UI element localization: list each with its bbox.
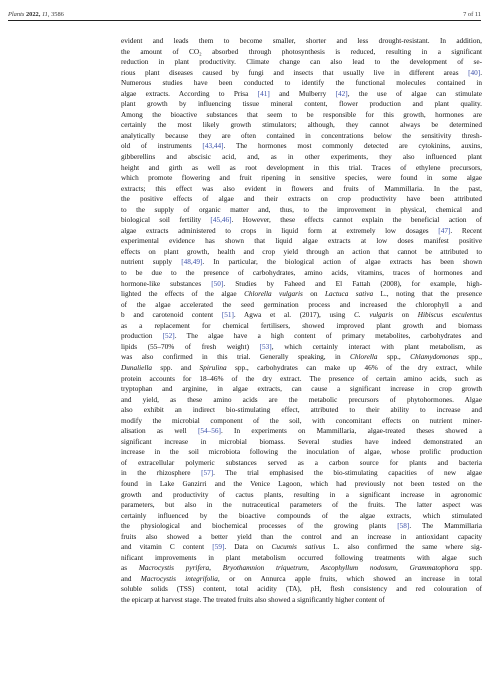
- text-run: and Mulberry: [269, 89, 336, 98]
- text-line: [121, 236, 482, 247]
- text-run: gibberellins and abscisic acid, and, as in other experiments, they also influenced plant: [121, 153, 482, 162]
- text-line: [121, 479, 482, 490]
- text-line: [121, 247, 482, 258]
- text-run: height and girth as well as root development in this trial. Traces of ethylene precursors,: [121, 163, 482, 172]
- text-line: [121, 490, 482, 501]
- text-run: the physiological and biochemical processes of the growing plants: [121, 522, 398, 531]
- text-run: algae extracts administered to crops in liquid form at extremely low dosages: [121, 226, 439, 235]
- text-line: [121, 511, 482, 522]
- species-name: Spirulina: [199, 363, 227, 372]
- text-run: . However, these effects cannot explain the beneficial action of: [231, 216, 482, 225]
- citation-link[interactable]: [58]: [397, 522, 410, 531]
- text-run: tryptophan and arginine, in algae extracts, can cause a significant increase in crop growth: [121, 385, 482, 394]
- text-run: .: [480, 68, 482, 77]
- text-line: [121, 36, 482, 47]
- text-run: Numerous studies have been conducted to identify the functional molecules contained in: [121, 79, 482, 88]
- text-run: the positive effects of algae and their extracts on crop productivity have been attributed: [121, 195, 482, 204]
- text-line: [121, 331, 482, 342]
- text-line: [121, 173, 482, 184]
- species-name: Bryothamnion triquetrum: [222, 564, 308, 573]
- species-name: Dunaliella: [121, 363, 153, 372]
- text-line: [121, 542, 482, 553]
- text-run: as a replacement for chemical fertilisers, showed improved plant growth and biomass: [121, 321, 482, 330]
- text-line: [121, 374, 482, 385]
- journal-citation: [8, 11, 64, 18]
- text-run: hormone-like substances: [121, 279, 212, 288]
- text-run: spp.,: [377, 353, 411, 362]
- text-line: [121, 395, 482, 406]
- text-run: of the algae accelerated the seed germination process and increased the chlorophyll a and: [121, 300, 482, 309]
- text-run: production: [121, 332, 163, 341]
- text-run: . In particular, the biological action of algae extracts has been shown: [202, 258, 482, 267]
- text-run: , the use of algae can stimulate: [347, 89, 482, 98]
- text-run: . Recent: [450, 226, 482, 235]
- species-name: C. vulgaris: [353, 311, 394, 320]
- text-run: ,: [396, 564, 410, 573]
- species-name: Ascophyllum nodosum: [320, 564, 397, 573]
- text-run: lighted the effects of the algae: [121, 290, 245, 299]
- text-line: [121, 120, 482, 131]
- text-line: [121, 352, 482, 363]
- text-run: effects on plant growth, health and crop yield through an action that cannot be attributed to: [121, 247, 482, 256]
- text-line: [121, 110, 482, 121]
- text-line: [121, 563, 482, 574]
- text-run: ,: [209, 564, 223, 573]
- citation-link[interactable]: [57]: [201, 469, 214, 478]
- text-line: [121, 163, 482, 174]
- citation-link[interactable]: [47]: [438, 226, 451, 235]
- text-line: [121, 89, 482, 100]
- text-run: increase in the soil microbiota following the inoculation of algae, whose prolific production: [121, 448, 482, 457]
- text-line: [121, 184, 482, 195]
- text-line: [121, 342, 482, 353]
- text-line: [121, 532, 482, 543]
- citation-link[interactable]: [41]: [257, 89, 270, 98]
- text-line: [121, 500, 482, 511]
- species-name: Chlorella vulgaris: [244, 290, 303, 299]
- species-name: Macrocystis integrifolia: [140, 574, 218, 583]
- citation-link[interactable]: [51]: [221, 311, 234, 320]
- text-run: which promote flowering and fruit ripening in sensitive species, were found in some algae: [121, 174, 482, 183]
- citation-link[interactable]: [40]: [468, 68, 481, 77]
- species-name: Cucumis sativus: [271, 543, 326, 552]
- text-run: to the supply of organic matter and, thus, to the improvement in physical, chemical and: [121, 205, 482, 214]
- text-line: [121, 68, 482, 79]
- text-run: . The Mammillaria: [409, 522, 482, 531]
- text-run: rious plant diseases caused by fungi and insects that usually live in different areas: [121, 68, 469, 77]
- text-run: and: [121, 574, 141, 583]
- text-line: [121, 300, 482, 311]
- species-name: Chlorella: [350, 353, 378, 362]
- text-line: [121, 468, 482, 479]
- text-run: soluble solids (TSS) content, total acidity (TA), pH, flesh consistency and red colouration of: [121, 585, 482, 594]
- text-line: [121, 289, 482, 300]
- text-run: ,: [307, 564, 321, 573]
- text-run: spp.: [458, 564, 482, 573]
- journal-volume: 11,: [41, 11, 50, 18]
- text-line: [121, 279, 482, 290]
- text-run: significant increase in microbial biomass. Several studies have indeed demonstrated an: [121, 437, 482, 446]
- text-run: growth and productivity of cactus plants, resulting in a significant increase in agronomic: [121, 490, 482, 499]
- species-name: Lactuca sativa: [324, 290, 374, 299]
- text-line: [121, 131, 482, 142]
- page-number: 7 of 11: [463, 11, 481, 18]
- text-run: L. also confirmed the same where sig-: [325, 543, 482, 552]
- citation-link[interactable]: [50]: [211, 279, 224, 288]
- text-run: fruits also showed a better yield than the control and an increase in antioxidant capacity: [121, 532, 482, 541]
- journal-year: 2022,: [25, 11, 41, 18]
- text-line: [121, 553, 482, 564]
- text-run: , or on Annurca apple fruits, which showed an increase in total: [217, 574, 482, 583]
- text-run: alisation as well: [121, 427, 198, 436]
- text-line: [121, 447, 482, 458]
- text-line: [121, 152, 482, 163]
- text-run: modify the microbial component of the soil, with concomitant effects on nutrient miner-: [121, 416, 482, 425]
- header-rule: [8, 20, 481, 21]
- text-line: [121, 257, 482, 268]
- text-line: [121, 384, 482, 395]
- text-run: as: [121, 564, 139, 573]
- text-run: spp. and: [152, 363, 200, 372]
- text-run: reduction in plant productivity. Climate change can also lead to the development of se-: [121, 58, 482, 67]
- text-run: spp., carbohydrates can make up 46% of the dry extract, while: [226, 363, 482, 372]
- text-run: L., noting that the presence: [373, 290, 482, 299]
- text-line: [121, 215, 482, 226]
- text-run: , which certainly interact with plant metabolism, as: [271, 342, 482, 351]
- species-name: Hibiscus esculentus: [417, 311, 482, 320]
- citation-link[interactable]: [43,44]: [202, 142, 224, 151]
- text-line: [121, 521, 482, 532]
- text-run: . In experiments on Mammillaria, algae-treated theses showed a: [220, 427, 482, 436]
- text-run: to be due to the presence of carbohydrates, amino acids, vitamins, traces of hormones and: [121, 269, 482, 278]
- text-line: [121, 78, 482, 89]
- text-run: parameters, but also in the nutraceutical parameters of the fruits. The latter aspect was: [121, 501, 482, 510]
- text-run: . The algae have a high content of primary metabolites, carbohydrates and: [174, 332, 482, 341]
- text-line: [121, 321, 482, 332]
- citation-link[interactable]: [42]: [335, 89, 348, 98]
- journal-name: Plants: [8, 11, 25, 18]
- text-run: analytically because they are often contained in concentrations below the sensitivity thresh-: [121, 131, 482, 140]
- text-run: . The trial emphasised the bio-stimulating capacities of new algae: [213, 469, 482, 478]
- text-run: algae extracts. According to Prisa: [121, 89, 258, 98]
- text-line: [121, 458, 482, 469]
- text-line: [121, 426, 482, 437]
- species-name: Macrocystis pyrifera: [138, 564, 210, 573]
- text-run: certainly the most likely growth stimulators; although, they cannot always be determined: [121, 121, 482, 130]
- text-run: biological soil fertility: [121, 216, 211, 225]
- article-number: 3586: [51, 11, 64, 18]
- citation-link[interactable]: [59]: [212, 543, 225, 552]
- text-run: extracts; this effect was also evident in flowers and fruits of Mammillaria. In the past,: [121, 184, 482, 193]
- text-line: [121, 584, 482, 595]
- text-line: [121, 99, 482, 110]
- text-run: found in Lake Ganzirri and the Venice Lagoon, which had previously not been tested on the: [121, 479, 482, 488]
- text-run: . Agwa et al. (2017), using: [233, 311, 354, 320]
- text-line: [121, 437, 482, 448]
- text-run: in the rhizosphere: [121, 469, 202, 478]
- text-run: of extracellular polymeric substances served as a carbon source for plants and bacteria: [121, 458, 482, 467]
- text-line: [121, 574, 482, 585]
- text-run: the amount of CO₂ absorbed through photosynthesis is reduced, resulting in a significant: [121, 47, 482, 56]
- text-line: [121, 416, 482, 427]
- text-run: and vitamin C content: [121, 543, 213, 552]
- text-run: also exhibit an indirect bio-stimulating effect, attributed to their ability to increase and: [121, 406, 482, 415]
- text-line: [121, 268, 482, 279]
- text-line: [121, 47, 482, 58]
- text-run: certainly influenced by the bioactive compounds of the algae extracts, which stimulated: [121, 511, 482, 520]
- text-run: nificant improvements in plant metabolism occurred following treatments with algae such: [121, 553, 482, 562]
- text-run: was also confirmed in this trial. Generally speaking, in: [121, 353, 351, 362]
- text-run: protein accounts for 18–46% of the dry extract. The presence of certain amino acids, such as: [121, 374, 482, 383]
- text-run: evident and leads them to become smaller, shorter and less drought-resistant. In addition,: [121, 37, 482, 45]
- text-run: experimental evidence has shown that liquid algae extracts at low doses manifest positive: [121, 237, 482, 246]
- text-line: [121, 141, 482, 152]
- text-line: [121, 310, 482, 321]
- text-run: . Studies by Faheed and El Fattah (2008), for example, high-: [223, 279, 482, 288]
- citation-link[interactable]: [53]: [259, 342, 272, 351]
- text-run: on: [393, 311, 418, 320]
- text-run: plant growth by influencing tissue mineral content, flower production and plant quality.: [121, 100, 482, 109]
- citation-link[interactable]: [45,46]: [210, 216, 232, 225]
- text-line: [121, 405, 482, 416]
- text-line: [121, 57, 482, 68]
- text-run: the epicarp at harvest stage. The treated fruits also showed a significantly higher content of: [121, 595, 385, 604]
- citation-link[interactable]: [48,49]: [181, 258, 203, 267]
- text-run: . Data on: [224, 543, 272, 552]
- text-line: [121, 205, 482, 216]
- text-run: Among the bioactive substances that seem to be responsible for this growth, hormones are: [121, 110, 482, 119]
- species-name: Grammatophora: [409, 564, 459, 573]
- text-run: old of instruments: [121, 142, 203, 151]
- text-run: on: [302, 290, 325, 299]
- text-run: . The hormones most commonly detected are cytokinins, auxins,: [223, 142, 482, 151]
- species-name: Chlamydomonas: [410, 353, 459, 362]
- citation-link[interactable]: [54–56]: [197, 427, 221, 436]
- text-line: [121, 363, 482, 374]
- text-run: spp.,: [458, 353, 482, 362]
- text-line: [121, 194, 482, 205]
- text-run: nutrient supply: [121, 258, 182, 267]
- text-line: [121, 595, 482, 606]
- text-line: [121, 226, 482, 237]
- body-paragraph: [121, 36, 482, 606]
- citation-link[interactable]: [52]: [162, 332, 175, 341]
- text-run: and yield, as these amino acids are the metabolic precursors of phytohormones. Algae: [121, 395, 482, 404]
- text-run: lipids (55–70% of fresh weight): [121, 342, 260, 351]
- text-run: b and carotenoid content: [121, 311, 222, 320]
